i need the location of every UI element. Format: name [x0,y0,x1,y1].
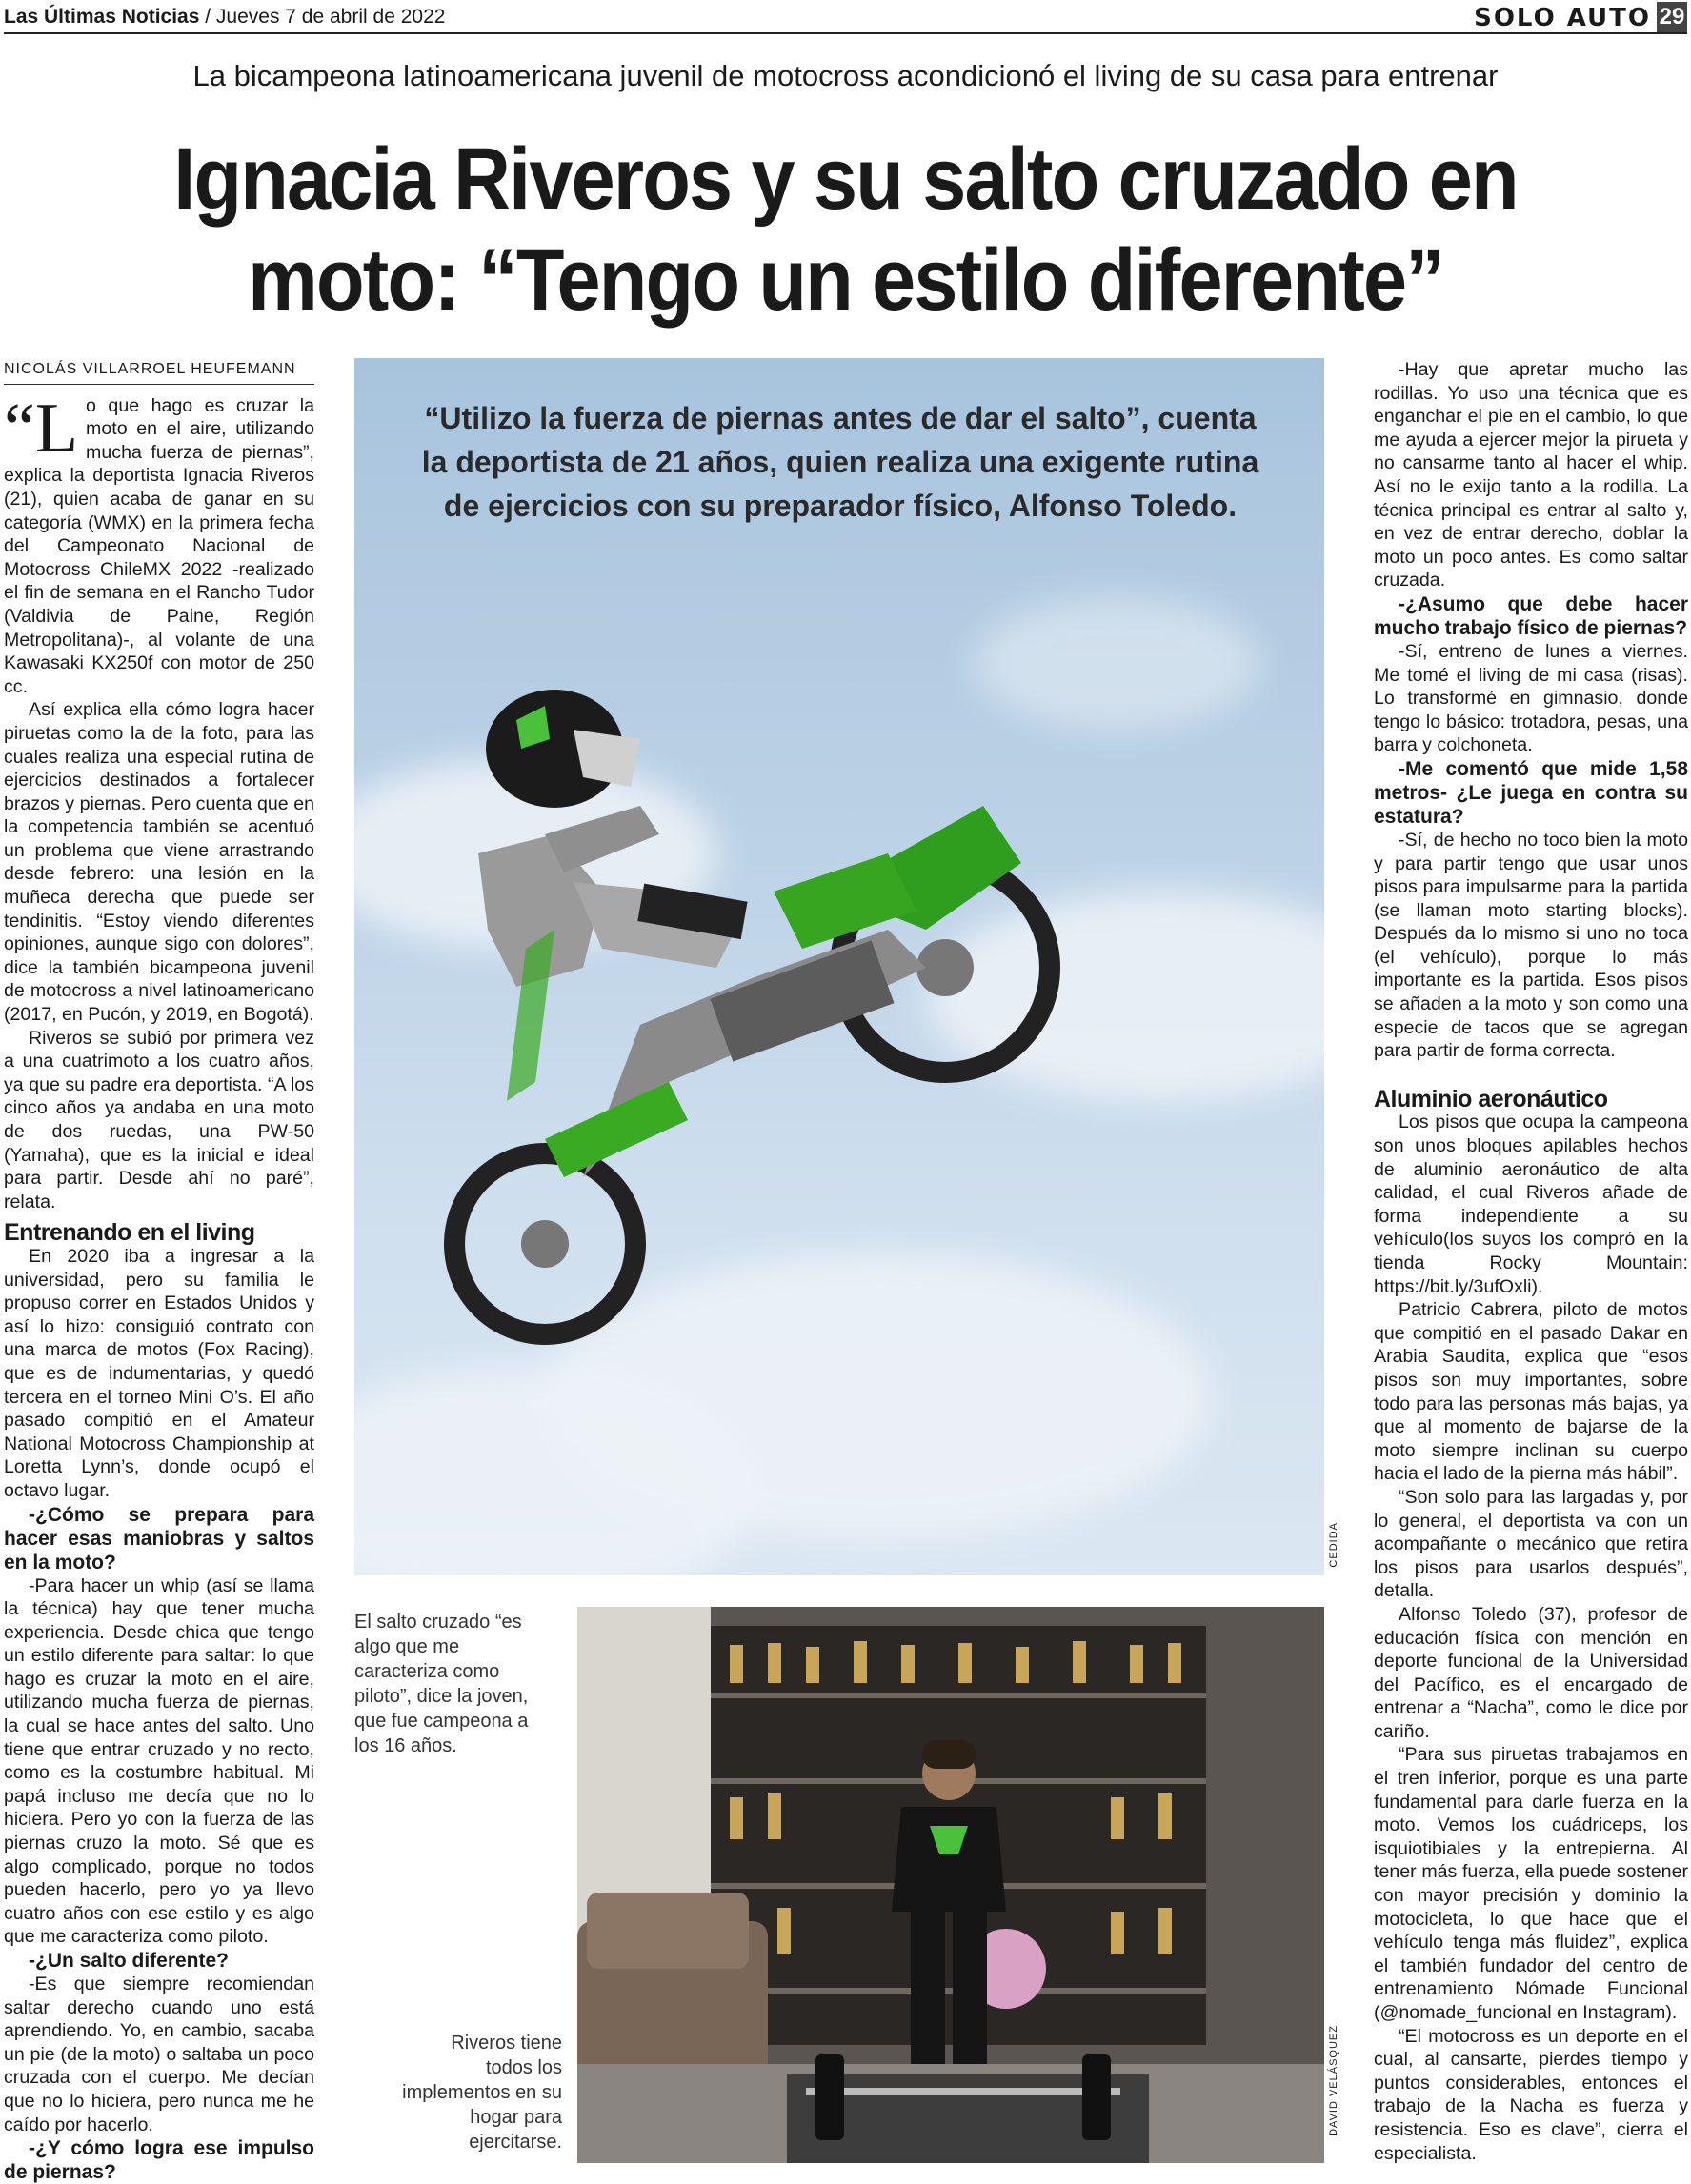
issue-date: / Jueves 7 de abril de 2022 [205,6,446,28]
paragraph: Así explica ella cómo logra hacer piruetas como la de la foto, para las cuales realiza una especial rutina de ejercicios destinados a fortalecer brazos y piernas. Pero cuenta que en la competencia también se acentuó un problema que viene arrastrando desde febrero: una lesión en la muñeca derecha que puede ser tendinitis. “Estoy viendo diferentes opiniones, aunque sigo con dolores”, dice la también bicampeona juvenil de motocross a nivel latinoamericano (2017, en Pucón, y 2019, en Bogotá). [4,699,314,1026]
question: -¿Y cómo logra ese impulso de piernas? [4,2137,314,2184]
paragraph: -Sí, de hecho no toco bien la moto y para partir tengo que usar unos pisos para impulsarme para la partida (se llaman moto starting blocks). Después da lo mismo si uno no toca (el vehículo), porque lo más importante es la partida. Esos pisos se añaden a la moto y son como una especie de tacos que se agregan para partir de forma correcta. [1374,829,1688,1062]
photo-credit: CEDIDA [1328,1522,1339,1568]
photo-quote: “Utilizo la fuerza de piernas antes de dar el salto”, cuenta la deportista de 21 años, quien realiza una exigente rutina de ejercicios con su preparador físico, Alfonso Toledo. [421,401,1259,523]
paragraph: -Es que siempre recomiendan saltar derecho cuando uno está aprendiendo. Yo, en cambio, sacaba un pie (de la moto) o saltaba un poco cruzada con el cuerpo. Me decían que no lo hiciera, pero nunca me he caído por hacerlo. [4,1974,314,2135]
header-left [4,6,445,29]
caption-jump: El salto cruzado “es algo que me caracteriza como piloto”, dice la joven, que fue campeona a los 16 años. [354,1612,529,1756]
rider-illustration [354,358,1324,1575]
living-room-photo [577,1607,1324,2163]
page-header [4,6,1687,34]
living-room-illustration [577,1607,1324,2163]
newspaper-name: Las Últimas Noticias [4,6,200,28]
section-name: SOLO AUTO [1474,4,1651,32]
byline: NICOLÁS VILLARROEL HEUFEMANN [4,358,314,385]
kicker: La bicampeona latinoamericana juvenil de motocross acondicionó el living de su casa para entrenar [192,59,1499,92]
motocross-jump-photo [354,358,1324,1575]
subheading: Aluminio aeronáutico [1374,1085,1608,1112]
paragraph: Alfonso Toledo (37), profesor de educación física con mención en deporte funcional de la Universidad del Pacífico, es el encargado de entrenar a “Nacha”, como le dice por cariño. [1374,1603,1688,1742]
paragraph: -Para hacer un whip (así se llama la técnica) hay que tener mucha experiencia. Desde chica que tengo un estilo diferente para saltar: lo que hago es cruzar la moto en el aire, utilizando mucha fuerza de piernas, la cual se hace antes del salto. Uno tiene que entrar cruzado y no recto, como es la costumbre habitual. Mi papá incluso me decía que no lo hiciera. Pero yo con la fuerza de las piernas cruzo la moto. Sé que es algo complicado, porque no todos pueden hacerlo, pero yo ya llevo cuatro años con ese estilo y es algo que me caracteriza como piloto. [4,1574,314,1948]
question: -Me comentó que mide 1,58 metros- ¿Le juega en contra su estatura? [1374,757,1688,828]
paragraph: Patricio Cabrera, piloto de motos que compitió en el pasado Dakar en Arabia Saudita, explica que “esos pisos son muy importantes, sobre todo para las personas más bajas, ya que al momento de bajarse de la moto siempre inclinan su cuerpo hacia el lado de la pierna más hábil”. [1374,1299,1688,1485]
page-number: 29 [1657,2,1687,32]
column-right [1374,358,1688,2165]
dropcap: “L [4,389,79,468]
subheading: Entrenando en el living [4,1219,255,1247]
caption-living: Riveros tiene todos los implementos en su hogar para ejercitarse. [402,2033,562,2153]
question: -¿Cómo se prepara para hacer esas maniobras y saltos en la moto? [4,1503,314,1573]
column-left [4,358,314,2184]
paragraph: “Lo que hago es cruzar la moto en el aire, utilizando mucha fuerza de piernas”, explica la deportista Ignacia Riveros (21), quien acaba de ganar en su categoría (WMX) en la primera fecha del Campeonato Nacional de Motocross ChileMX 2022 -realizado el fin de semana en el Rancho Tudor (Valdivia de Paine, Región Metropolitana)-, al volante de una Kawasaki KX250f con motor de 250 cc. [4,389,314,697]
headline: Ignacia Riveros y su salto cruzado en moto: “Tengo un estilo diferente” [173,130,1518,329]
photo-credit-2: DAVID VELÁSQUEZ [1328,2025,1339,2136]
paragraph: “Para sus piruetas trabajamos en el tren inferior, porque es una parte fundamental para darle fuerza en la moto. Vemos los cuádriceps, los isquiotibiales y la entrepierna. Al tener más fuerza, ella puede sostener con mayor precisión y dominio la motocicleta, lo que hace que el vehículo tenga más fluidez”, explica el también fundador del centro de entrenamiento Nómade Funcional (@nomade_funcional en Instagram). [1374,1744,1688,2023]
paragraph: Riveros se subió por primera vez a una cuatrimoto a los cuatro años, ya que su padre era deportista. “A los cinco años ya andaba en una moto de dos ruedas, una PW-50 (Yamaha), que es la inicial e ideal para partir. Desde ahí no paré”, relata. [4,1027,314,1212]
paragraph: -Hay que apretar mucho las rodillas. Yo uso una técnica que es enganchar el pie en el cambio, lo que me ayuda a ejercer mejor la pirueta y no cansarme tanto al hacer el whip. Así no le exijo tanto a la rodilla. La técnica principal es entrar al salto y, en vez de entrar derecho, doblar la moto un poco antes. Es como saltar cruzada. [1374,359,1688,591]
paragraph: En 2020 iba a ingresar a la universidad, pero su familia le propuso correr en Estados Unidos y así lo hizo: consiguió contrato con una marca de motos (Fox Racing), que es de indumentarias, y quedó tercera en el torneo Mini O’s. El año pasado compitió en el Amateur National Motocross Championship at Loretta Lynn’s, donde ocupó el octavo lugar. [4,1245,314,1501]
paragraph: Los pisos que ocupa la campeona son unos bloques apilables hechos de aluminio aeronáutico de alta calidad, el cual Riveros añade de forma independiente a su vehículo(los suyos los compró en la tienda Rocky Mountain: https://bit.ly/3ufOxli). [1374,1112,1688,1297]
paragraph: “El motocross es un deporte en el cual, al cansarte, pierdes tiempo y puntos considerables, entonces el trabajo de la Nacha es fuerza y resistencia. Eso es clave”, cierra el especialista. [1374,2025,1688,2164]
question: -¿Un salto diferente? [29,1950,230,1972]
paragraph: “Son solo para las largadas y, por lo general, el deportista va con un acompañante o mecánico que retira los pisos para usarlos después”, detalla. [1374,1486,1688,1602]
paragraph: -Sí, entreno de lunes a viernes. Me tomé el living de mi casa (risas). Lo transformé en gimnasio, donde tengo lo básico: trotadora, pesas, una barra y colchoneta. [1374,640,1688,756]
question: -¿Asumo que debe hacer mucho trabajo físico de piernas? [1374,592,1688,639]
